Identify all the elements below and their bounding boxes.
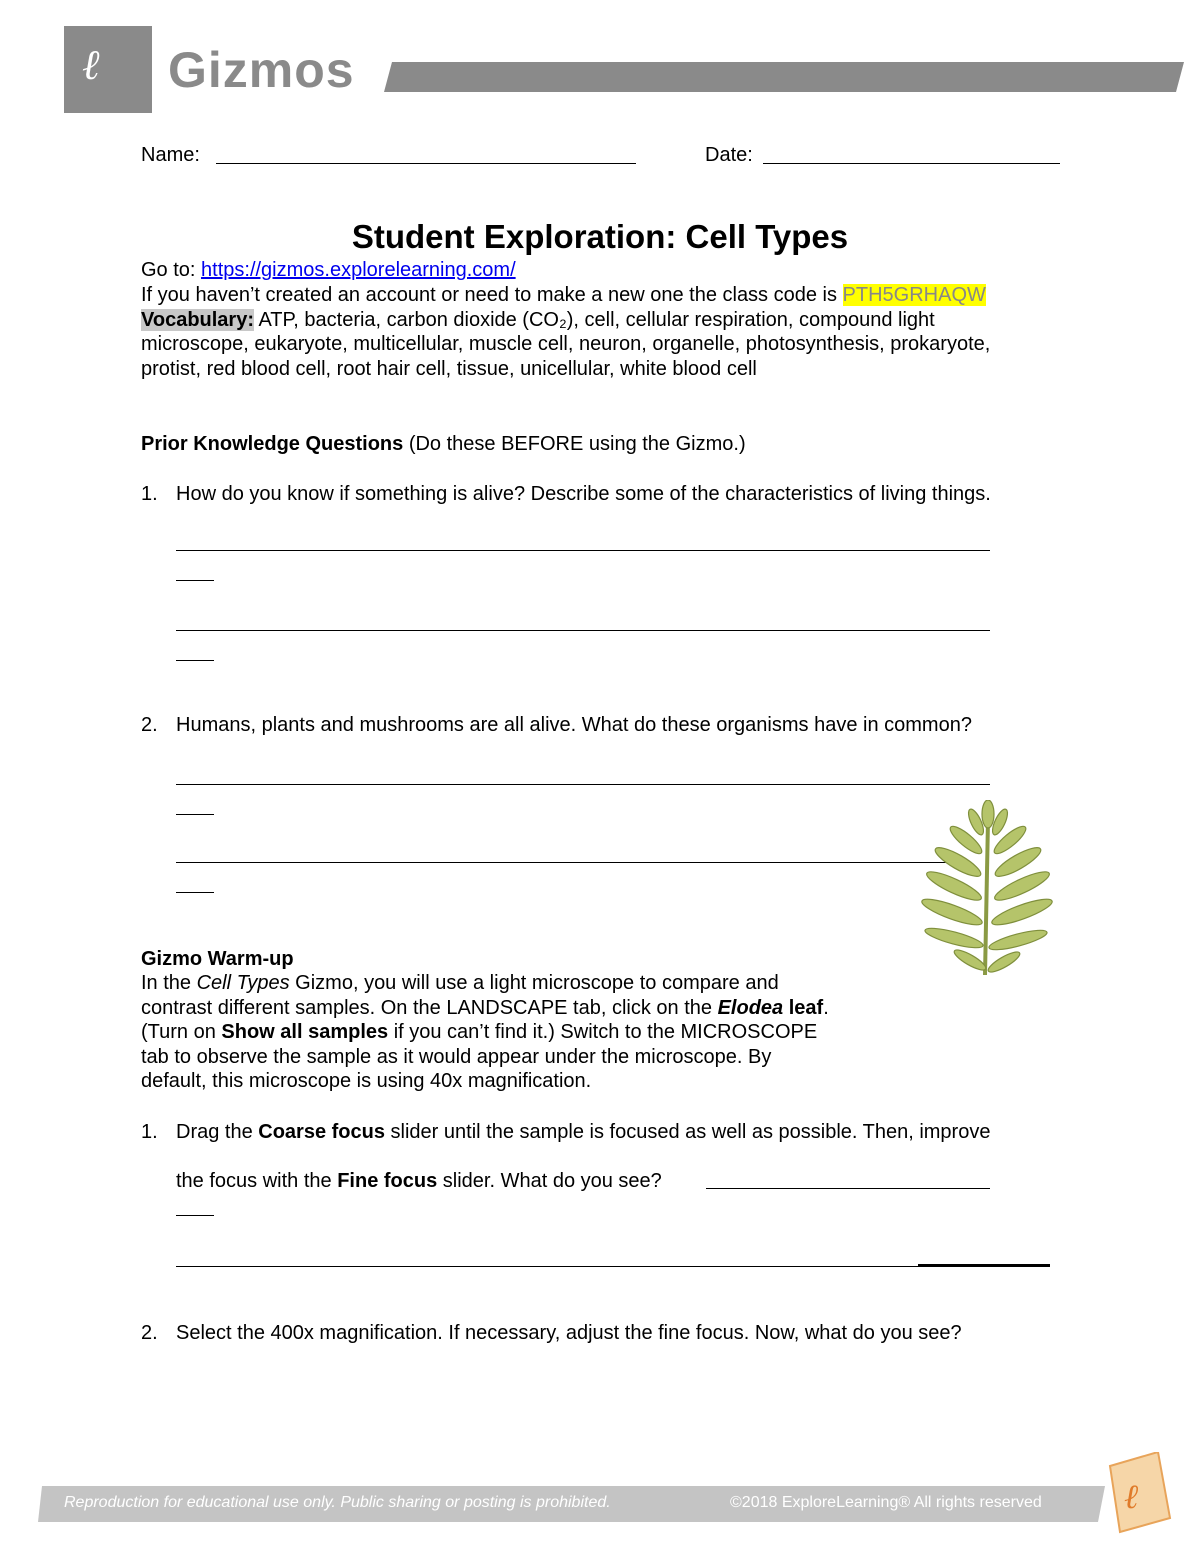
class-code: PTH5GRHAQW bbox=[842, 284, 986, 306]
warmup-line-1 bbox=[141, 971, 779, 995]
answer-line-tail bbox=[176, 580, 214, 581]
answer-line[interactable] bbox=[706, 1188, 990, 1189]
answer-line[interactable] bbox=[176, 630, 990, 631]
question-number: 2. bbox=[141, 714, 158, 736]
goto-line bbox=[141, 258, 516, 282]
prior-question-1: How do you know if something is alive? Describe some of the characteristics of living things. bbox=[176, 483, 991, 505]
gizmos-link[interactable]: https://gizmos.explorelearning.com/ bbox=[201, 259, 516, 281]
elodea-plant-illustration bbox=[910, 800, 1060, 975]
text: Drag the bbox=[176, 1121, 259, 1143]
prior-question-2: Humans, plants and mushrooms are all alive. What do these organisms have in common? bbox=[176, 714, 972, 736]
text: (Turn on bbox=[141, 1021, 222, 1043]
goto-label: Go to: bbox=[141, 259, 202, 281]
fine-focus-term: Fine focus bbox=[337, 1170, 438, 1192]
prior-heading: Prior Knowledge Questions bbox=[141, 433, 404, 455]
answer-line-thick bbox=[918, 1264, 1050, 1267]
name-label: Name: bbox=[141, 144, 200, 166]
answer-line-tail bbox=[176, 660, 214, 661]
vocabulary-line-2: microscope, eukaryote, multicellular, muscle cell, neuron, organelle, photosynthesis, prokaryote, bbox=[141, 333, 991, 355]
prior-note: (Do these BEFORE using the Gizmo.) bbox=[403, 433, 746, 455]
answer-line-tail bbox=[176, 1215, 214, 1216]
page-title: Student Exploration: Cell Types bbox=[351, 218, 849, 255]
warmup-question-1 bbox=[176, 1120, 990, 1144]
answer-line-tail bbox=[176, 892, 214, 893]
text: the focus with the bbox=[176, 1170, 338, 1192]
elodea-term: Elodea bbox=[717, 997, 784, 1019]
answer-line[interactable] bbox=[176, 862, 966, 863]
date-label: Date: bbox=[705, 144, 753, 166]
warmup-line-2 bbox=[141, 996, 829, 1020]
text: if you can’t find it.) Switch to the MICROSCOPE bbox=[388, 1021, 818, 1043]
explorelearning-tag-icon bbox=[1104, 1452, 1174, 1534]
answer-line[interactable] bbox=[176, 550, 990, 551]
question-number: 1. bbox=[141, 483, 158, 505]
logo-glyph: ℓ bbox=[82, 40, 100, 89]
vocabulary-label: Vocabulary: bbox=[141, 309, 254, 331]
text: . bbox=[823, 997, 829, 1019]
gizmo-name: Cell Types bbox=[196, 972, 290, 994]
account-line bbox=[141, 283, 986, 307]
warmup-question-1-cont bbox=[176, 1169, 662, 1193]
account-text: If you haven’t created an account or need to make a new one the class code is bbox=[141, 284, 843, 306]
footer-disclaimer: Reproduction for educational use only. Public sharing or posting is prohibited. bbox=[64, 1494, 611, 1511]
warmup-line-4: tab to observe the sample as it would appear under the microscope. By bbox=[141, 1046, 772, 1068]
vocabulary-line-3: protist, red blood cell, root hair cell, tissue, unicellular, white blood cell bbox=[141, 358, 757, 380]
answer-line[interactable] bbox=[176, 784, 990, 785]
footer-copyright: ©2018 ExploreLearning® All rights reserved bbox=[730, 1494, 1042, 1511]
question-number: 2. bbox=[141, 1322, 158, 1344]
answer-line-tail bbox=[176, 814, 214, 815]
svg-text:ℓ: ℓ bbox=[1124, 1477, 1139, 1517]
name-field[interactable] bbox=[216, 163, 636, 164]
text: slider. What do you see? bbox=[437, 1170, 662, 1192]
text: slider until the sample is focused as well as possible. Then, improve bbox=[384, 1121, 991, 1143]
vocabulary-line-1 bbox=[141, 308, 935, 332]
prior-knowledge-heading bbox=[141, 432, 746, 456]
warmup-question-2: Select the 400x magnification. If necessary, adjust the fine focus. Now, what do you see? bbox=[176, 1322, 962, 1344]
text: Gizmo, you will use a light microscope to compare and bbox=[289, 972, 779, 994]
header-stripe bbox=[384, 62, 1184, 92]
warmup-line-5: default, this microscope is using 40x magnification. bbox=[141, 1070, 592, 1092]
vocabulary-text-1: ATP, bacteria, carbon dioxide (CO₂), cell, cellular respiration, compound light bbox=[254, 309, 935, 331]
text: contrast different samples. On the LANDSCAPE tab, click on the bbox=[141, 997, 718, 1019]
brand-title: Gizmos bbox=[168, 42, 355, 98]
text: In the bbox=[141, 972, 197, 994]
coarse-focus-term: Coarse focus bbox=[258, 1121, 385, 1143]
leaf-term: leaf bbox=[783, 997, 824, 1019]
warmup-line-3 bbox=[141, 1020, 817, 1044]
warmup-heading: Gizmo Warm-up bbox=[141, 948, 294, 970]
date-field[interactable] bbox=[763, 163, 1060, 164]
explorelearning-logo bbox=[64, 26, 152, 113]
question-number: 1. bbox=[141, 1121, 158, 1143]
show-all-samples-term: Show all samples bbox=[221, 1021, 389, 1043]
